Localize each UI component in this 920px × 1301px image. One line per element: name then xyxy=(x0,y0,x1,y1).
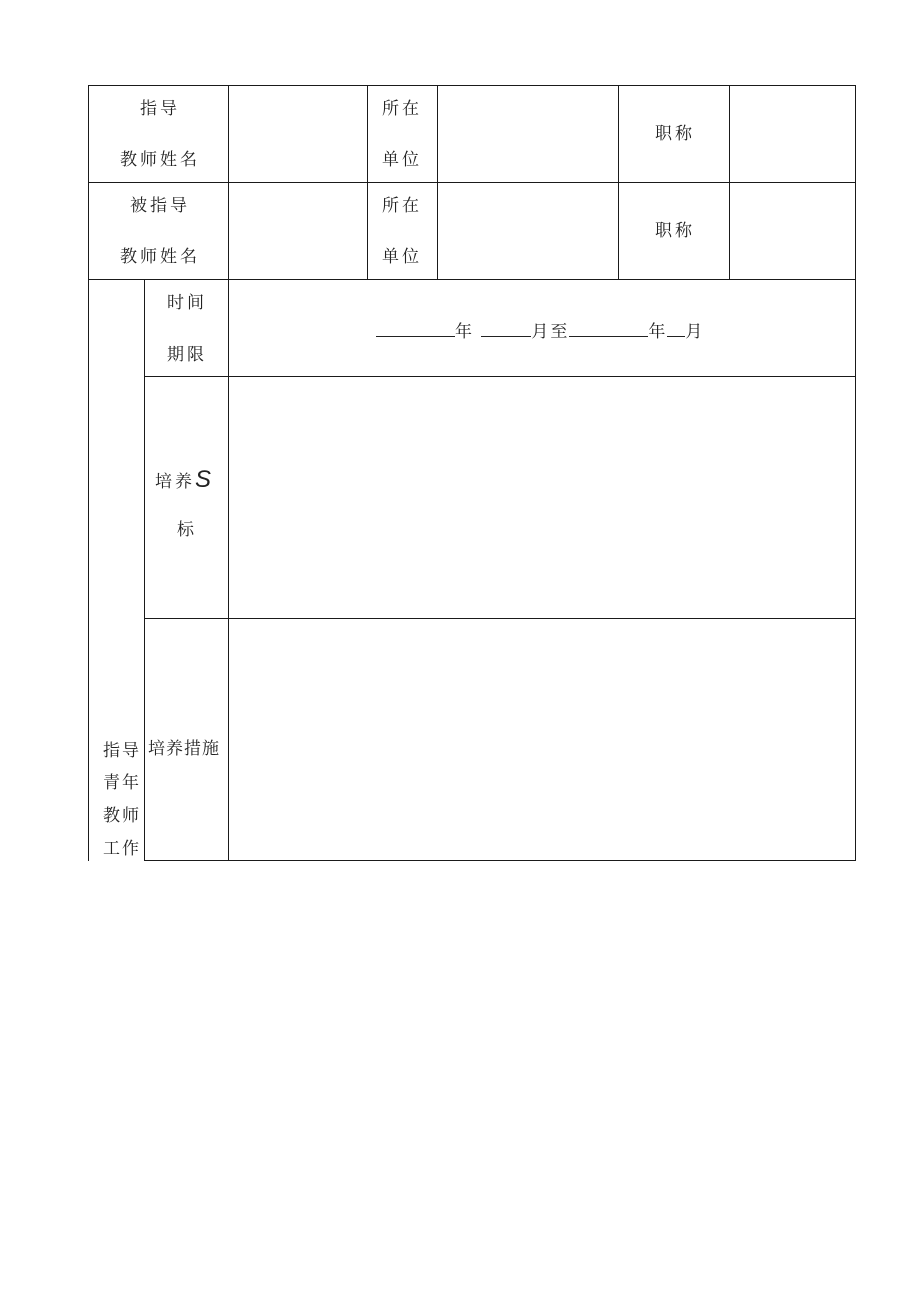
end-year-blank[interactable] xyxy=(569,320,648,337)
mentor-title-label: 职称 xyxy=(655,124,695,144)
col-divider-unit-label xyxy=(367,85,368,280)
section-label-line1: 指导 xyxy=(103,741,141,761)
end-month-blank[interactable] xyxy=(667,320,685,337)
mentor-title-field[interactable] xyxy=(730,86,855,182)
goal-label-line1 xyxy=(155,466,212,493)
period-label-line1: 时间 xyxy=(167,293,207,313)
col-divider-title-label xyxy=(618,85,619,280)
mentor-name-label-line2: 教师姓名 xyxy=(120,150,200,170)
mentee-name-field[interactable] xyxy=(229,183,367,279)
table-border-left xyxy=(88,85,89,861)
mentee-unit-label-line1: 所在 xyxy=(382,196,422,216)
end-month-suffix: 月 xyxy=(685,322,705,342)
col-divider-section xyxy=(144,279,145,861)
mentor-unit-label-line2: 单位 xyxy=(382,150,422,170)
mentee-unit-label-line2: 单位 xyxy=(382,247,422,267)
mentor-name-label-line1: 指导 xyxy=(140,99,180,119)
table-border-bottom xyxy=(144,860,856,861)
section-label-line4: 工作 xyxy=(103,839,141,859)
mentee-name-label-line2: 教师姓名 xyxy=(120,247,200,267)
start-year-blank[interactable] xyxy=(376,320,455,337)
goal-content-area[interactable] xyxy=(229,377,855,618)
mentor-unit-label-line1: 所在 xyxy=(382,99,422,119)
goal-label-glyph: S xyxy=(195,466,212,493)
period-label-line2: 期限 xyxy=(167,345,207,365)
mentor-unit-field[interactable] xyxy=(438,86,618,182)
measures-content-area[interactable] xyxy=(229,619,855,860)
mentor-name-field[interactable] xyxy=(229,86,367,182)
measures-label: 培养措施 xyxy=(148,739,220,759)
mentee-name-label-line1: 被指导 xyxy=(130,196,190,216)
section-label-line3: 教师 xyxy=(103,806,141,826)
end-year-suffix: 年 xyxy=(648,322,668,342)
start-month-suffix: 月至 xyxy=(531,322,570,342)
mentee-title-label: 职称 xyxy=(655,221,695,241)
start-year-suffix: 年 xyxy=(455,322,474,342)
section-label-line2: 青年 xyxy=(103,773,141,793)
row-divider-2 xyxy=(88,279,856,280)
period-date-range xyxy=(376,320,704,342)
mentee-unit-field[interactable] xyxy=(438,183,618,279)
goal-label-text: 培养 xyxy=(155,472,195,492)
mentee-title-field[interactable] xyxy=(730,183,855,279)
table-border-right xyxy=(855,85,856,861)
start-month-blank[interactable] xyxy=(481,320,531,337)
goal-label-line2: 标 xyxy=(177,520,197,540)
